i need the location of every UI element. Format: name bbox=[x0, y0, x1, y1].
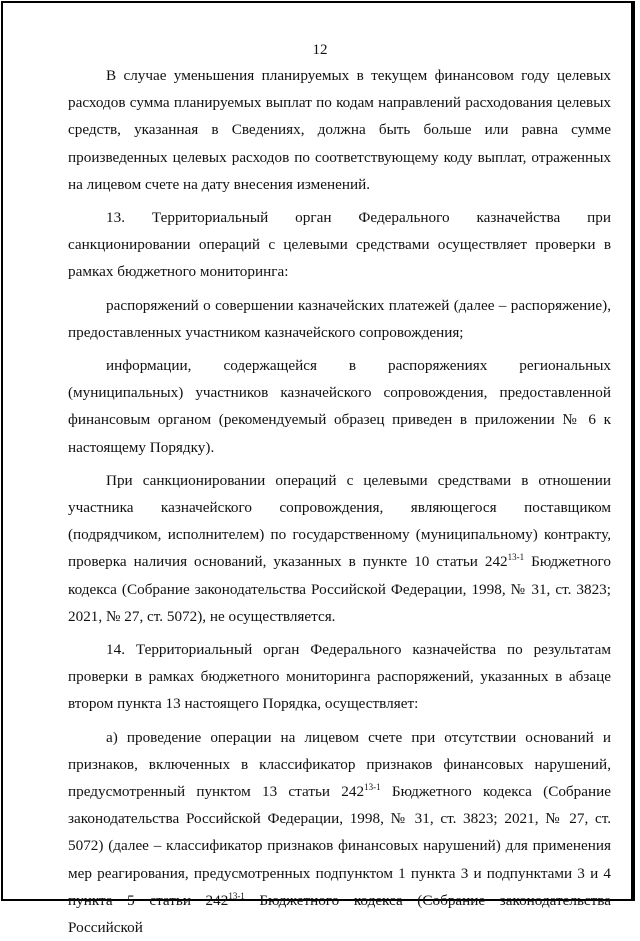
text-fragment: При санкционировании операций с целевыми средствами в отношении участника казначейского сопровождения, являющегося поставщиком (подрядчиком, исполнителем) по государственному (муниципальному) контракту, проверка наличия оснований, указанных в пункте 10 статьи 242 bbox=[68, 471, 611, 571]
superscript: 13-1 bbox=[364, 782, 381, 793]
paragraph-item-13: 13. Территориальный орган Федерального казначейства при санкционировании операций с целевыми средствами осуществляет проверки в рамках бюджетного мониторинга: bbox=[68, 209, 611, 281]
text-fragment: Бюджетного кодекса (Собрание законодательства Российской Федерации, 1998, № 31, ст. 3823; 2021, № 27, ст. 5072), не осуществляется. bbox=[68, 553, 611, 625]
paragraph-information: информации, содержащейся в распоряжениях региональных (муниципальных) участников казначейского сопровождения, предоставленной финансовым органом (рекомендуемый образец приведен в приложении № 6 к настоящему Порядку). bbox=[68, 357, 611, 456]
text-fragment: а) проведение операции на лицевом счете при отсутствии оснований и признаков, включенных в классификатор признаков финансовых нарушений, предусмотренный пунктом 13 статьи 242 bbox=[68, 728, 611, 801]
text-fragment: Бюджетного кодекса (Собрание законодательства Российской Федерации, 1998, № 31, ст. 3823; 2021, № 27, ст. 5072) (далее – классификатор признаков финансовых нарушений) для применения мер реагирования, предусмотренных подпунктом 1 пункта 3 и подпунктами 3 и 4 пункта 5 статьи 242 bbox=[68, 783, 611, 909]
document-body bbox=[68, 62, 611, 941]
paragraph-reduction-rule: В случае уменьшения планируемых в текущем финансовом году целевых расходов сумма планируемых выплат по кодам направлений расходования целевых средств, указанная в Сведениях, должна быть больше или равна сумме произведенных целевых расходов по соответствующему коду выплат, отраженных на лицевом счете на дату внесения изменений. bbox=[68, 67, 611, 193]
superscript: 13-1 bbox=[507, 552, 525, 563]
text-fragment: Бюджетного кодекса (Собрание законодательства Российской bbox=[68, 891, 611, 937]
paragraph-item-14: 14. Территориальный орган Федерального казначейства по результатам проверки в рамках бюджетного мониторинга распоряжений, указанных в абзаце втором пункта 13 настоящего Порядка, осуществляет: bbox=[68, 641, 611, 713]
paragraph-orders: распоряжений о совершении казначейских платежей (далее – распоряжение), предоставленных участником казначейского сопровождения; bbox=[68, 296, 611, 341]
superscript: 13-1 bbox=[228, 890, 245, 901]
paragraph-subitem-a bbox=[68, 724, 611, 941]
page-number: 12 bbox=[312, 42, 328, 58]
paragraph-supplier-exception bbox=[68, 467, 611, 630]
